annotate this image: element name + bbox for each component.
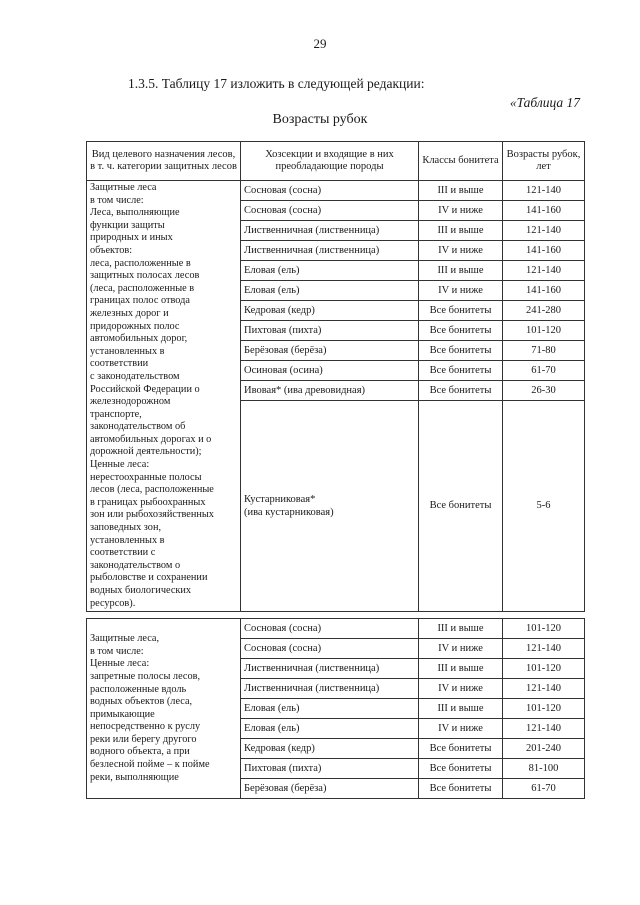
purpose-line: водных объектов (леса, [90, 696, 193, 708]
class-cell: IV и ниже [419, 241, 503, 261]
purpose-line: запретные полосы лесов, [90, 670, 201, 682]
table-title: Возрасты рубок [272, 112, 368, 127]
purpose-line: ресурсов). [90, 597, 136, 609]
purpose-line: дорожной деятельности); [90, 446, 202, 458]
species-cell: Берёзовая (берёза) [241, 779, 419, 799]
purpose-line: рыболовстве и сохранении [90, 572, 208, 584]
age-cell: 71-80 [503, 341, 585, 361]
species-cell: Сосновая (сосна) [241, 201, 419, 221]
class-cell: III и выше [419, 221, 503, 241]
species-cell: Лиственничная (лиственница) [241, 221, 419, 241]
header-ages: Возрасты рубок, лет [503, 142, 585, 181]
purpose-line: с законодательством [90, 370, 180, 382]
purpose-line: границах полос отвода [90, 295, 190, 307]
table-row [87, 619, 585, 639]
age-cell: 121-140 [503, 679, 585, 699]
class-cell: Все бонитеты [419, 739, 503, 759]
purpose-line: установленных в [90, 534, 165, 546]
class-cell: Все бонитеты [419, 759, 503, 779]
age-cell: 61-70 [503, 361, 585, 381]
purpose-line: транспорте, [90, 408, 142, 420]
age-cell: 101-120 [503, 659, 585, 679]
purpose-line: установленных в [90, 345, 165, 357]
class-cell: Все бонитеты [419, 301, 503, 321]
age-cell: 121-140 [503, 181, 585, 201]
age-cell: 26-30 [503, 381, 585, 401]
purpose-line: в границах рыбоохранных [90, 496, 206, 508]
species-cell: Сосновая (сосна) [241, 639, 419, 659]
purpose-line: безлесной пойме – к поймe [90, 759, 210, 771]
age-cell: 121-140 [503, 221, 585, 241]
purpose-line: Защитные леса, [90, 633, 160, 645]
species-cell: Еловая (ель) [241, 281, 419, 301]
purpose-line: соответствии с [90, 547, 156, 559]
purpose-line: Ценные леса: [90, 658, 150, 670]
purpose-line: объектов: [90, 244, 133, 256]
class-cell: Все бонитеты [419, 381, 503, 401]
header-species: Хозсекции и входящие в них преобладающие породы [241, 142, 419, 181]
class-cell: III и выше [419, 261, 503, 281]
species-cell: Кедровая (кедр) [241, 739, 419, 759]
age-cell: 241-280 [503, 301, 585, 321]
age-cell: 101-120 [503, 699, 585, 719]
purpose-line: природных и иных [90, 232, 173, 244]
purpose-line: реки или берегу другого [90, 733, 197, 745]
purpose-line: Российской Федерации о [90, 383, 200, 395]
purpose-line: функции защиты [90, 219, 165, 231]
purpose-line: водных биологических [90, 585, 192, 596]
purpose-line: придорожных полос [90, 320, 180, 332]
class-cell: Все бонитеты [419, 779, 503, 799]
purpose-line: соответствии [90, 358, 149, 370]
species-cell: Пихтовая (пихта) [241, 759, 419, 779]
class-cell: III и выше [419, 699, 503, 719]
age-cell: 141-160 [503, 201, 585, 221]
instruction-text: 1.3.5. Таблицу 17 изложить в следующей редакции: [128, 76, 425, 91]
age-cell: 121-140 [503, 719, 585, 739]
class-cell: IV и ниже [419, 281, 503, 301]
purpose-line: в том числе: [90, 645, 144, 657]
table-reference: «Таблица 17 [509, 95, 580, 110]
species-cell: Еловая (ель) [241, 699, 419, 719]
class-cell: Все бонитеты [419, 341, 503, 361]
class-cell: III и выше [419, 619, 503, 639]
age-cell: 101-120 [503, 321, 585, 341]
purpose-line: железнодорожном [90, 396, 171, 408]
purpose-line: законодательством о [90, 559, 181, 571]
age-cell: 61-70 [503, 779, 585, 799]
class-cell: IV и ниже [419, 679, 503, 699]
purpose-line: железных дорог и [90, 307, 169, 319]
species-cell [241, 401, 419, 612]
class-cell: Все бонитеты [419, 401, 503, 612]
class-cell: IV и ниже [419, 719, 503, 739]
species-cell: Еловая (ель) [241, 719, 419, 739]
class-cell: III и выше [419, 181, 503, 201]
purpose-line: автомобильных дорог, [90, 333, 188, 345]
table-row [87, 181, 585, 201]
species-cell: Пихтовая (пихта) [241, 321, 419, 341]
age-cell: 121-140 [503, 639, 585, 659]
cutting-ages-table [86, 141, 585, 799]
species-line: (ива кустарниковая) [244, 507, 334, 519]
species-cell: Сосновая (сосна) [241, 181, 419, 201]
class-cell: IV и ниже [419, 201, 503, 221]
header-classes: Классы бонитета [419, 142, 503, 181]
purpose-line: в том числе: [90, 194, 144, 206]
age-cell: 5-6 [503, 401, 585, 612]
table-header-row [87, 142, 585, 181]
table-body [87, 181, 585, 799]
purpose-line: примыкающие [90, 708, 155, 720]
purpose-line: защитных полосах лесов [90, 270, 200, 282]
age-cell: 141-160 [503, 281, 585, 301]
species-cell: Ивовая* (ива древовидная) [241, 381, 419, 401]
species-cell: Лиственничная (лиственница) [241, 679, 419, 699]
purpose-line: зон или рыбохозяйственных [90, 509, 214, 521]
purpose-line: заповедных зон, [90, 522, 162, 534]
purpose-line: Защитные леса [90, 182, 157, 193]
purpose-cell [87, 619, 241, 799]
purpose-line: непосредственно к руслу [90, 721, 201, 733]
species-cell: Осиновая (осина) [241, 361, 419, 381]
group-separator [87, 612, 585, 619]
page-number: 29 [313, 36, 327, 51]
purpose-line: леса, расположенные в [90, 257, 191, 269]
age-cell: 101-120 [503, 619, 585, 639]
age-cell: 121-140 [503, 261, 585, 281]
purpose-line: реки, выполняющие [90, 771, 179, 783]
purpose-line: водного объекта, а при [90, 746, 190, 758]
species-cell: Сосновая (сосна) [241, 619, 419, 639]
purpose-line: Леса, выполняющие [90, 207, 180, 219]
header-purpose: Вид целевого назначения лесов, в т. ч. категории защитных лесов [87, 142, 241, 181]
class-cell: Все бонитеты [419, 321, 503, 341]
age-cell: 81-100 [503, 759, 585, 779]
species-cell: Лиственничная (лиственница) [241, 241, 419, 261]
purpose-line: (леса, расположенные в [90, 282, 195, 294]
class-cell: III и выше [419, 659, 503, 679]
purpose-line: расположенные вдоль [90, 683, 187, 695]
purpose-line: Ценные леса: [90, 459, 150, 471]
species-cell: Еловая (ель) [241, 261, 419, 281]
purpose-line: лесов (леса, расположенные [90, 484, 214, 496]
species-line: Кустарниковая* [244, 493, 316, 505]
purpose-line: нерестоохранные полосы [90, 471, 202, 483]
purpose-cell [87, 181, 241, 612]
age-cell: 141-160 [503, 241, 585, 261]
species-cell: Берёзовая (берёза) [241, 341, 419, 361]
separator-cell [87, 612, 585, 619]
species-cell: Лиственничная (лиственница) [241, 659, 419, 679]
purpose-line: автомобильных дорогах и о [90, 433, 212, 445]
age-cell: 201-240 [503, 739, 585, 759]
purpose-line: законодательством об [90, 421, 186, 433]
species-cell: Кедровая (кедр) [241, 301, 419, 321]
class-cell: Все бонитеты [419, 361, 503, 381]
class-cell: IV и ниже [419, 639, 503, 659]
